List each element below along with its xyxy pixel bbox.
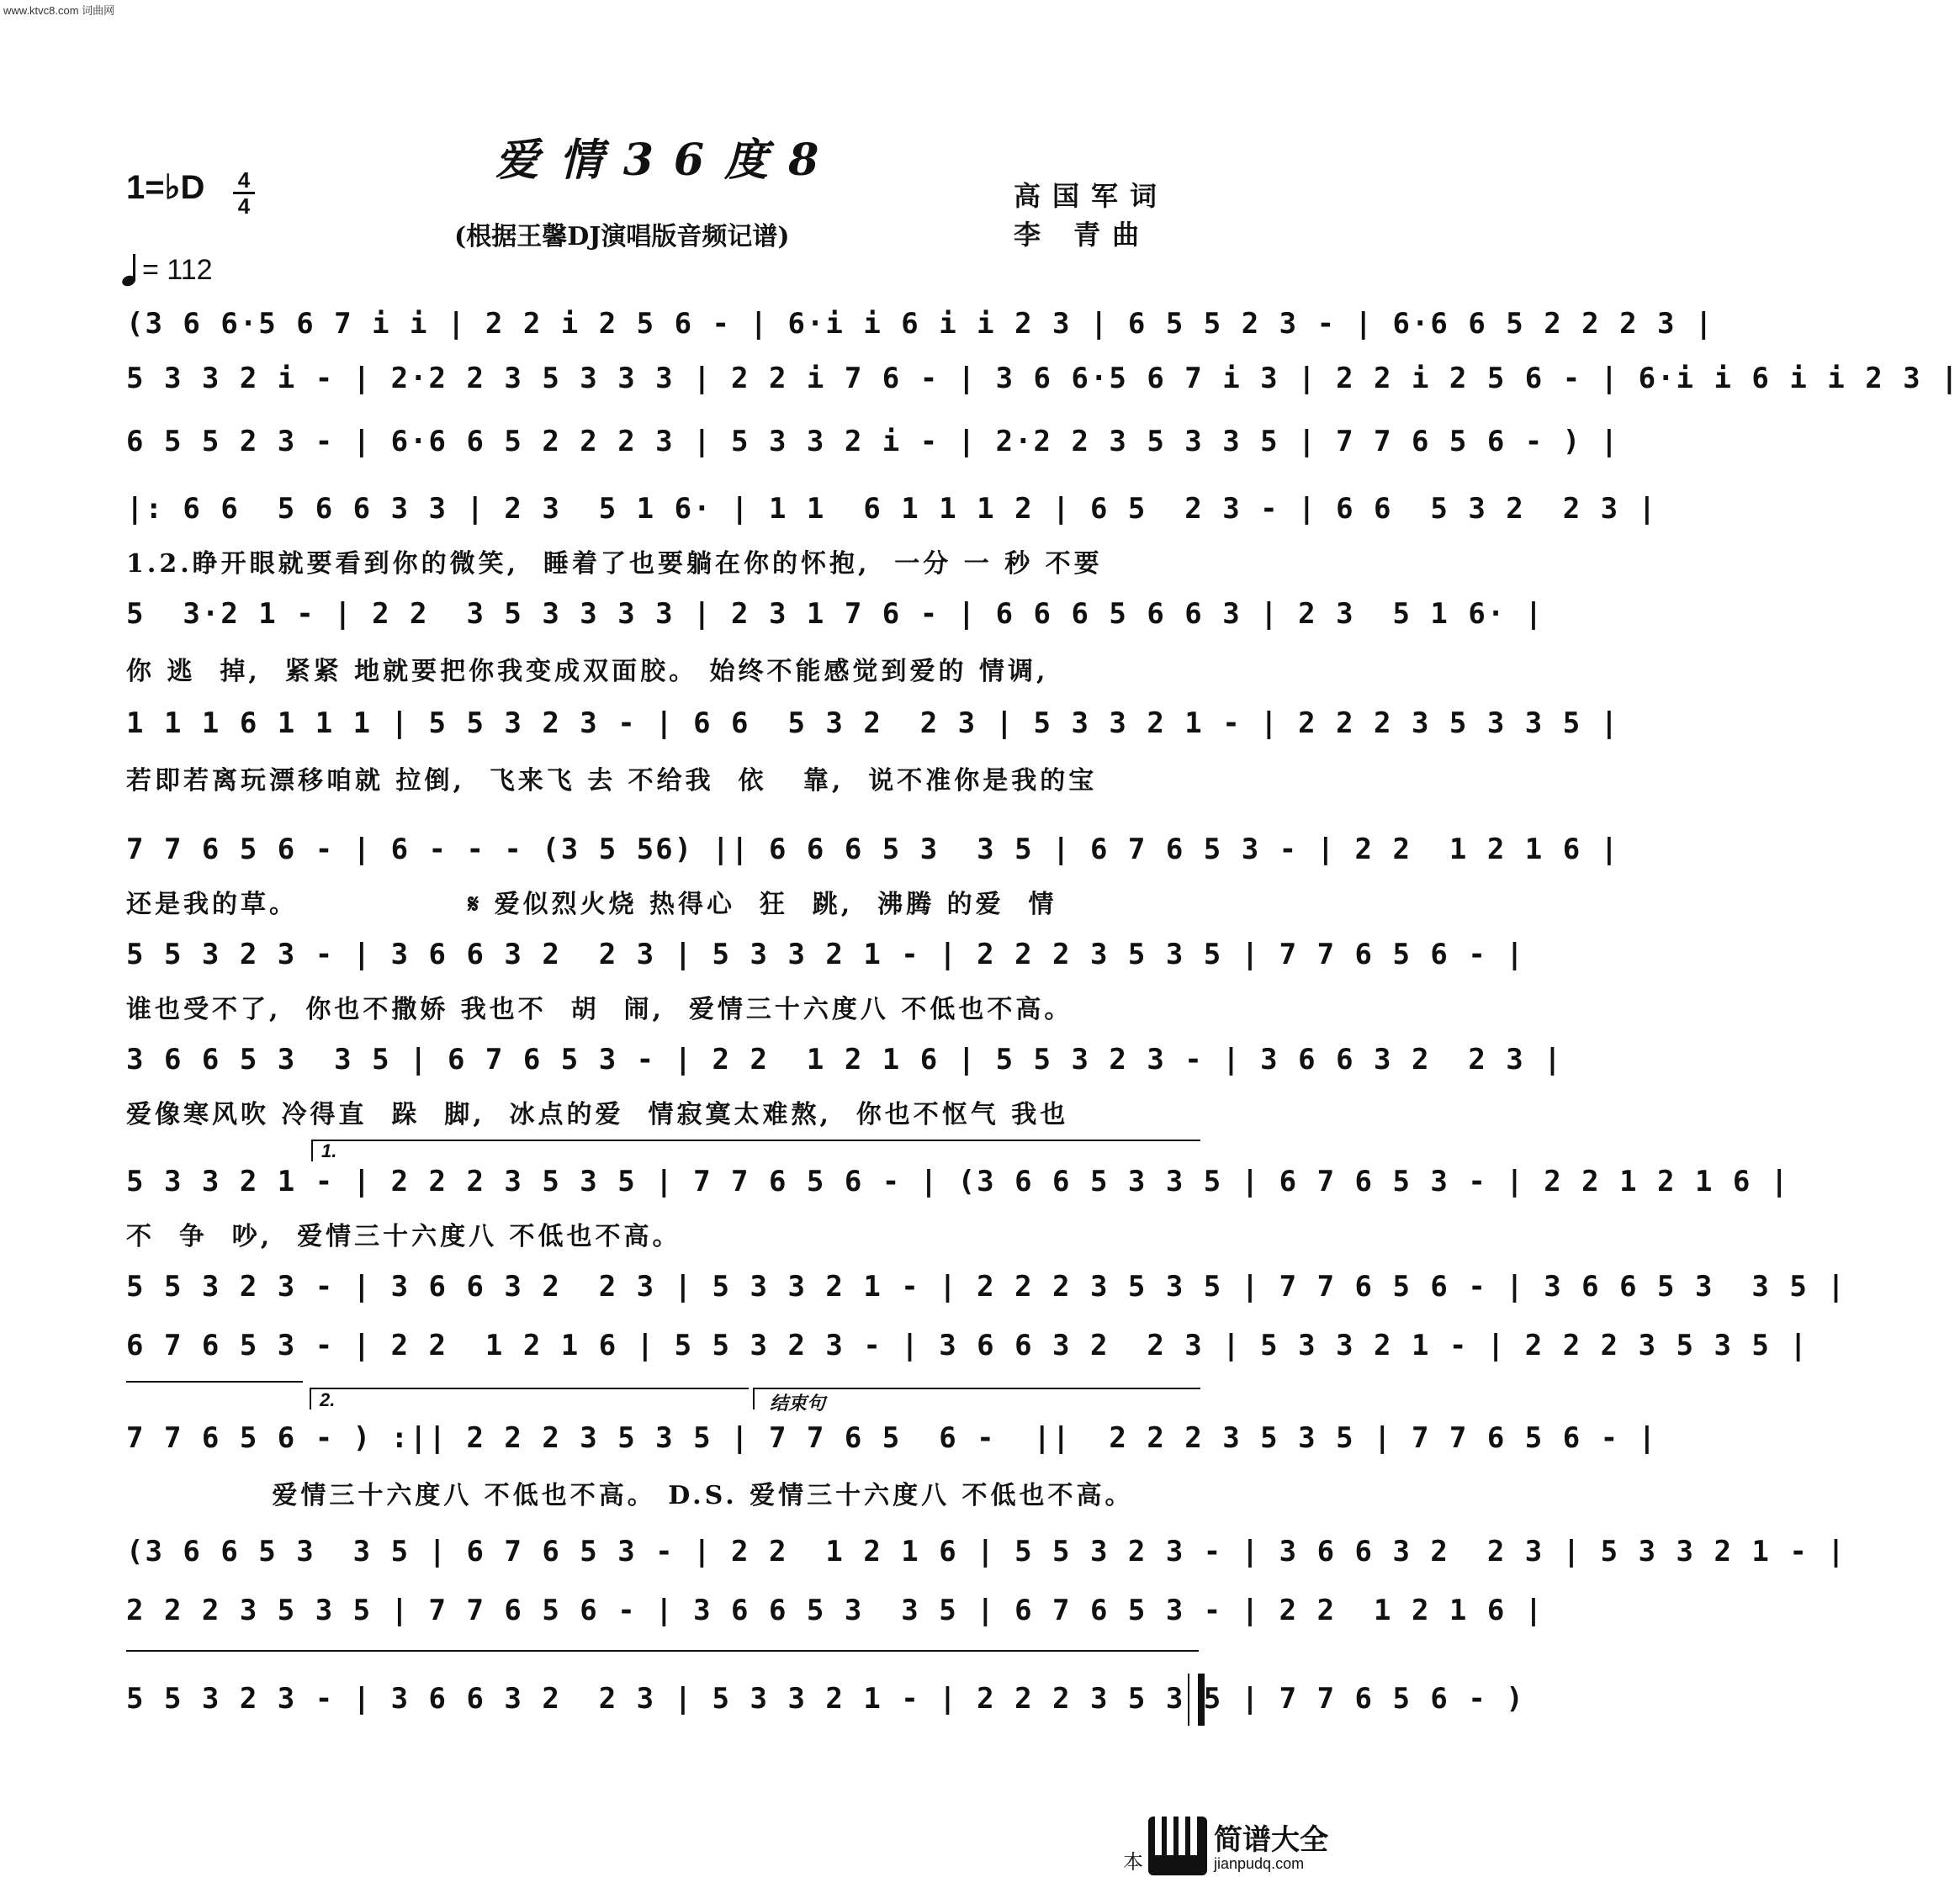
second-ending-label: 2. xyxy=(320,1389,336,1410)
score-row: 3 6 6 5 3 3 5 | 6 7 6 5 3 - | 2 2 1 2 1 6 | 5 5 3 2 3 - | 3 6 6 3 2 2 3 | xyxy=(126,1043,1563,1076)
time-signature-top: 4 xyxy=(237,167,251,193)
site-logo xyxy=(1123,1808,1333,1888)
lyric-row: 1.2.睁开眼就要看到你的微笑, 睡着了也要躺在你的怀抱, 一分 一 秒 不要 xyxy=(126,549,1103,579)
score-row: 5 3 3 2 i - | 2·2 2 3 5 3 3 3 | 2 2 i 7 6 - | 3 6 6·5 6 7 i 3 | 2 2 i 2 5 6 - | 6·i i 6 i i 2 3 | xyxy=(126,362,1960,395)
site-watermark: www.ktvc8.com 词曲网 xyxy=(3,4,115,17)
score-row: (3 6 6 5 3 3 5 | 6 7 6 5 3 - | 2 2 1 2 1 6 | 5 5 3 2 3 - | 3 6 6 3 2 2 3 | 5 3 3 2 1 - | xyxy=(126,1535,1846,1568)
song-title: 爱情36度8 xyxy=(495,135,840,186)
score-row: 5 5 3 2 3 - | 3 6 6 3 2 2 3 | 5 3 3 2 1 - | 2 2 2 3 5 3 5 | 7 7 6 5 6 - ) xyxy=(126,1682,1525,1716)
score-row: 6 5 5 2 3 - | 6·6 6 5 2 2 2 3 | 5 3 3 2 i - | 2·2 2 3 5 3 3 5 | 7 7 6 5 6 - ) | xyxy=(126,425,1620,458)
score-row: 5 3·2 1 - | 2 2 3 5 3 3 3 3 | 2 3 1 7 6 - | 6 6 6 5 6 6 3 | 2 3 5 1 6· | xyxy=(126,597,1544,631)
tempo-value: = 112 xyxy=(142,254,213,286)
subtitle: (根据王馨DJ演唱版音频记谱) xyxy=(454,222,790,251)
score-row: 6 7 6 5 3 - | 2 2 1 2 1 6 | 5 5 3 2 3 - | 3 6 6 3 2 2 3 | 5 3 3 2 1 - | 2 2 2 3 5 3 5 | xyxy=(126,1329,1809,1362)
coda-label: 结束句 xyxy=(770,1393,826,1414)
piano-keys-icon xyxy=(1148,1817,1207,1875)
lyric-row: 你 逃 掉, 紧紧 地就要把你我变成双面胶。 始终不能感觉到爱的 情调, xyxy=(126,657,1049,686)
score-row: 7 7 6 5 6 - ) :|| 2 2 2 3 5 3 5 | 7 7 6 5 6 - || 2 2 2 3 5 3 5 | 7 7 6 5 6 - | xyxy=(126,1421,1658,1455)
score-row: 2 2 2 3 5 3 5 | 7 7 6 5 6 - | 3 6 6 5 3 3 5 | 6 7 6 5 3 - | 2 2 1 2 1 6 | xyxy=(126,1594,1544,1627)
first-ending-label: 1. xyxy=(321,1140,337,1161)
composer: 李 青曲 xyxy=(1014,219,1152,251)
lyric-row: 爱情三十六度八 不低也不高。 D.S. 爱情三十六度八 不低也不高。 xyxy=(126,1481,1134,1510)
score-row: 5 5 3 2 3 - | 3 6 6 3 2 2 3 | 5 3 3 2 1 - | 2 2 2 3 5 3 5 | 7 7 6 5 6 - | 3 6 6 5 3 3 5 | xyxy=(126,1270,1846,1304)
first-ending-bracket xyxy=(311,1140,1200,1161)
key-signature: 1=♭D xyxy=(126,169,205,206)
quarter-note-icon xyxy=(122,252,139,286)
tempo-marking xyxy=(122,252,213,287)
final-barline xyxy=(1188,1674,1205,1726)
lyric-row: 不 争 吵, 爱情三十六度八 不低也不高。 xyxy=(126,1222,681,1251)
logo-text: 简谱大全 xyxy=(1214,1823,1328,1857)
score-row: 5 3 3 2 1 - | 2 2 2 3 5 3 5 | 7 7 6 5 6 - | (3 6 6 5 3 3 5 | 6 7 6 5 3 - | 2 2 1 2 1 6 | xyxy=(126,1165,1790,1198)
page-mark: 本 xyxy=(1123,1850,1143,1874)
second-ending-bracket xyxy=(310,1388,749,1409)
score-row: 1 1 1 6 1 1 1 | 5 5 3 2 3 - | 6 6 5 3 2 2 3 | 5 3 3 2 1 - | 2 2 2 3 5 3 3 5 | xyxy=(126,706,1620,740)
score-row: |: 6 6 5 6 6 3 3 | 2 3 5 1 6· | 1 1 6 1 1 1 2 | 6 5 2 3 - | 6 6 5 3 2 2 3 | xyxy=(126,492,1658,526)
first-ending-continuation-line xyxy=(126,1381,303,1383)
lyric-row: 爱像寒风吹 冷得直 跺 脚, 冰点的爱 情寂寞太难熬, 你也不怄气 我也 xyxy=(126,1100,1069,1129)
score-row: 5 5 3 2 3 - | 3 6 6 3 2 2 3 | 5 3 3 2 1 - | 2 2 2 3 5 3 5 | 7 7 6 5 6 - | xyxy=(126,938,1525,971)
score-row: (3 6 6·5 6 7 i i | 2 2 i 2 5 6 - | 6·i i 6 i i 2 3 | 6 5 5 2 3 - | 6·6 6 5 2 2 2 3 | xyxy=(126,307,1714,341)
lyric-row: 还是我的草。 𝄋 爱似烈火烧 热得心 狂 跳, 沸腾 的爱 情 xyxy=(126,890,1057,919)
time-signature xyxy=(231,168,257,218)
credits xyxy=(1014,177,1168,254)
time-signature-bottom: 4 xyxy=(237,193,251,219)
logo-url: jianpudq.com xyxy=(1214,1855,1305,1872)
score-row: 7 7 6 5 6 - | 6 - - - (3 5 56) || 6 6 6 5 3 3 5 | 6 7 6 5 3 - | 2 2 1 2 1 6 | xyxy=(126,833,1620,866)
ending-line xyxy=(126,1650,1199,1652)
lyric-row: 若即若离玩漂移咱就 拉倒, 飞来飞 去 不给我 依 靠, 说不准你是我的宝 xyxy=(126,766,1098,796)
lyric-row: 谁也受不了, 你也不撒娇 我也不 胡 闹, 爱情三十六度八 不低也不高。 xyxy=(126,995,1073,1024)
lyricist: 高国军词 xyxy=(1014,180,1169,212)
